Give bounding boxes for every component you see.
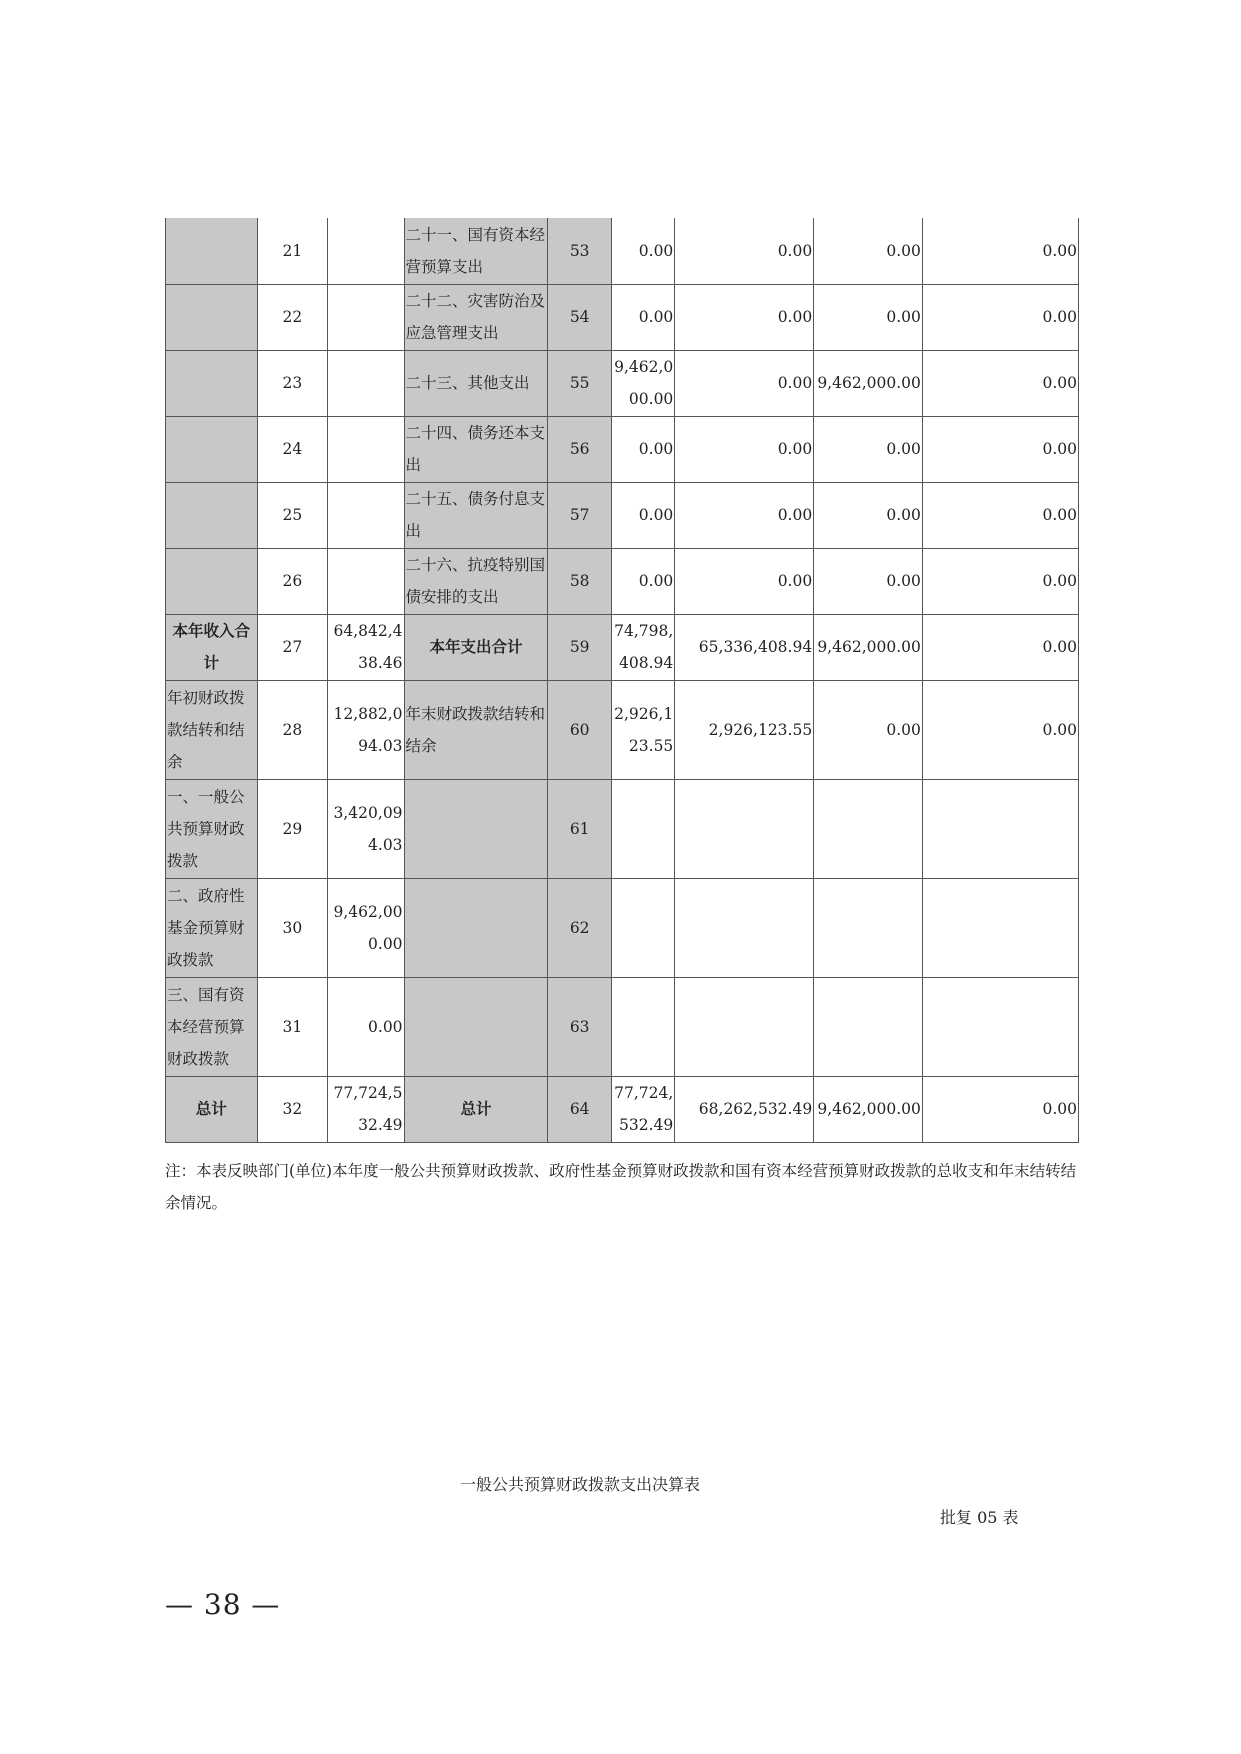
next-table-title: 一般公共预算财政拨款支出决算表: [460, 1475, 701, 1494]
income-item-cell: 年初财政拨款结转和结余: [166, 680, 258, 779]
expense-total: 0.00: [611, 482, 674, 548]
table-row: [166, 680, 1079, 779]
expense-item: 二十二、灾害防治及应急管理支出: [404, 284, 548, 350]
expense-row-no: 53: [548, 218, 611, 284]
expense-total: 0.00: [611, 218, 674, 284]
expense-row-no: 61: [548, 779, 611, 878]
expense-row-no: 56: [548, 416, 611, 482]
table-row: [166, 1076, 1079, 1142]
general-budget-amount: 2,926,123.55: [675, 680, 814, 779]
income-item-cell: [166, 416, 258, 482]
state-capital-amount: 0.00: [922, 482, 1078, 548]
expense-row-no: 60: [548, 680, 611, 779]
state-capital-amount: 0.00: [922, 548, 1078, 614]
state-capital-amount: [922, 878, 1078, 977]
expense-total: 0.00: [611, 548, 674, 614]
gov-fund-amount: [814, 779, 923, 878]
income-row-no: 31: [257, 977, 327, 1076]
income-row-no: 30: [257, 878, 327, 977]
expense-row-no: 63: [548, 977, 611, 1076]
expense-item: 总计: [404, 1076, 548, 1142]
expense-item: 年末财政拨款结转和结余: [404, 680, 548, 779]
income-item-cell: 二、政府性基金预算财政拨款: [166, 878, 258, 977]
income-amount: [328, 284, 405, 350]
income-row-no: 23: [257, 350, 327, 416]
income-item-cell: 三、国有资本经营预算财政拨款: [166, 977, 258, 1076]
income-item-cell: [166, 218, 258, 284]
gov-fund-amount: 0.00: [814, 482, 923, 548]
expense-item: 本年支出合计: [404, 614, 548, 680]
expense-total: 0.00: [611, 416, 674, 482]
table-row: [166, 614, 1079, 680]
general-budget-amount: 0.00: [675, 350, 814, 416]
table-row: [166, 548, 1079, 614]
state-capital-amount: 0.00: [922, 218, 1078, 284]
expense-total: 74,798,408.94: [611, 614, 674, 680]
budget-table: [165, 218, 1079, 1143]
expense-item: [404, 878, 548, 977]
general-budget-amount: 0.00: [675, 416, 814, 482]
state-capital-amount: [922, 977, 1078, 1076]
expense-item: 二十一、国有资本经营预算支出: [404, 218, 548, 284]
expense-total: [611, 977, 674, 1076]
income-amount: [328, 416, 405, 482]
expense-total: 2,926,123.55: [611, 680, 674, 779]
table-row: [166, 977, 1079, 1076]
income-amount: 12,882,094.03: [328, 680, 405, 779]
table-row: [166, 284, 1079, 350]
income-row-no: 21: [257, 218, 327, 284]
table-row: [166, 350, 1079, 416]
expense-row-no: 62: [548, 878, 611, 977]
general-budget-amount: [675, 977, 814, 1076]
income-item-cell: 一、一般公共预算财政拨款: [166, 779, 258, 878]
income-item-cell: [166, 350, 258, 416]
general-budget-amount: 0.00: [675, 548, 814, 614]
income-item-cell: 总计: [166, 1076, 258, 1142]
income-amount: 77,724,532.49: [328, 1076, 405, 1142]
table-row: [166, 878, 1079, 977]
general-budget-amount: [675, 779, 814, 878]
gov-fund-amount: 9,462,000.00: [814, 350, 923, 416]
income-amount: [328, 482, 405, 548]
income-row-no: 27: [257, 614, 327, 680]
income-row-no: 28: [257, 680, 327, 779]
state-capital-amount: 0.00: [922, 350, 1078, 416]
income-row-no: 32: [257, 1076, 327, 1142]
expense-item: 二十三、其他支出: [404, 350, 548, 416]
income-amount: 0.00: [328, 977, 405, 1076]
expense-total: [611, 779, 674, 878]
gov-fund-amount: 0.00: [814, 218, 923, 284]
general-budget-amount: 65,336,408.94: [675, 614, 814, 680]
gov-fund-amount: [814, 977, 923, 1076]
general-budget-amount: 0.00: [675, 218, 814, 284]
state-capital-amount: 0.00: [922, 680, 1078, 779]
expense-total: 0.00: [611, 284, 674, 350]
expense-row-no: 54: [548, 284, 611, 350]
expense-row-no: 55: [548, 350, 611, 416]
gov-fund-amount: 0.00: [814, 416, 923, 482]
income-row-no: 29: [257, 779, 327, 878]
income-item-cell: [166, 548, 258, 614]
general-budget-amount: 0.00: [675, 482, 814, 548]
income-amount: 3,420,094.03: [328, 779, 405, 878]
expense-item: 二十五、债务付息支出: [404, 482, 548, 548]
state-capital-amount: 0.00: [922, 416, 1078, 482]
expense-item: [404, 779, 548, 878]
expense-item: 二十四、债务还本支出: [404, 416, 548, 482]
expense-row-no: 58: [548, 548, 611, 614]
expense-total: 9,462,000.00: [611, 350, 674, 416]
table-footnote: 注：本表反映部门(单位)本年度一般公共预算财政拨款、政府性基金预算财政拨款和国有资本经营预算财政拨款的总收支和年末结转结余情况。: [165, 1162, 1077, 1212]
gov-fund-amount: 0.00: [814, 284, 923, 350]
table-row: [166, 482, 1079, 548]
income-item-cell: [166, 284, 258, 350]
state-capital-amount: 0.00: [922, 284, 1078, 350]
income-item-cell: 本年收入合计: [166, 614, 258, 680]
general-budget-amount: 68,262,532.49: [675, 1076, 814, 1142]
expense-row-no: 59: [548, 614, 611, 680]
income-item-cell: [166, 482, 258, 548]
income-amount: 9,462,000.00: [328, 878, 405, 977]
state-capital-amount: 0.00: [922, 614, 1078, 680]
gov-fund-amount: 0.00: [814, 548, 923, 614]
income-row-no: 25: [257, 482, 327, 548]
form-number: 批复 05 表: [940, 1508, 1019, 1527]
gov-fund-amount: [814, 878, 923, 977]
table-row: [166, 779, 1079, 878]
page-number: — 38 —: [165, 1588, 281, 1621]
income-row-no: 24: [257, 416, 327, 482]
gov-fund-amount: 9,462,000.00: [814, 614, 923, 680]
income-row-no: 22: [257, 284, 327, 350]
income-row-no: 26: [257, 548, 327, 614]
state-capital-amount: 0.00: [922, 1076, 1078, 1142]
income-amount: [328, 218, 405, 284]
income-amount: [328, 350, 405, 416]
table-row: [166, 416, 1079, 482]
expense-item: 二十六、抗疫特别国债安排的支出: [404, 548, 548, 614]
expense-total: 77,724,532.49: [611, 1076, 674, 1142]
table-row: [166, 218, 1079, 284]
income-amount: [328, 548, 405, 614]
gov-fund-amount: 9,462,000.00: [814, 1076, 923, 1142]
expense-row-no: 57: [548, 482, 611, 548]
state-capital-amount: [922, 779, 1078, 878]
expense-item: [404, 977, 548, 1076]
general-budget-amount: 0.00: [675, 284, 814, 350]
gov-fund-amount: 0.00: [814, 680, 923, 779]
expense-row-no: 64: [548, 1076, 611, 1142]
general-budget-amount: [675, 878, 814, 977]
income-amount: 64,842,438.46: [328, 614, 405, 680]
expense-total: [611, 878, 674, 977]
